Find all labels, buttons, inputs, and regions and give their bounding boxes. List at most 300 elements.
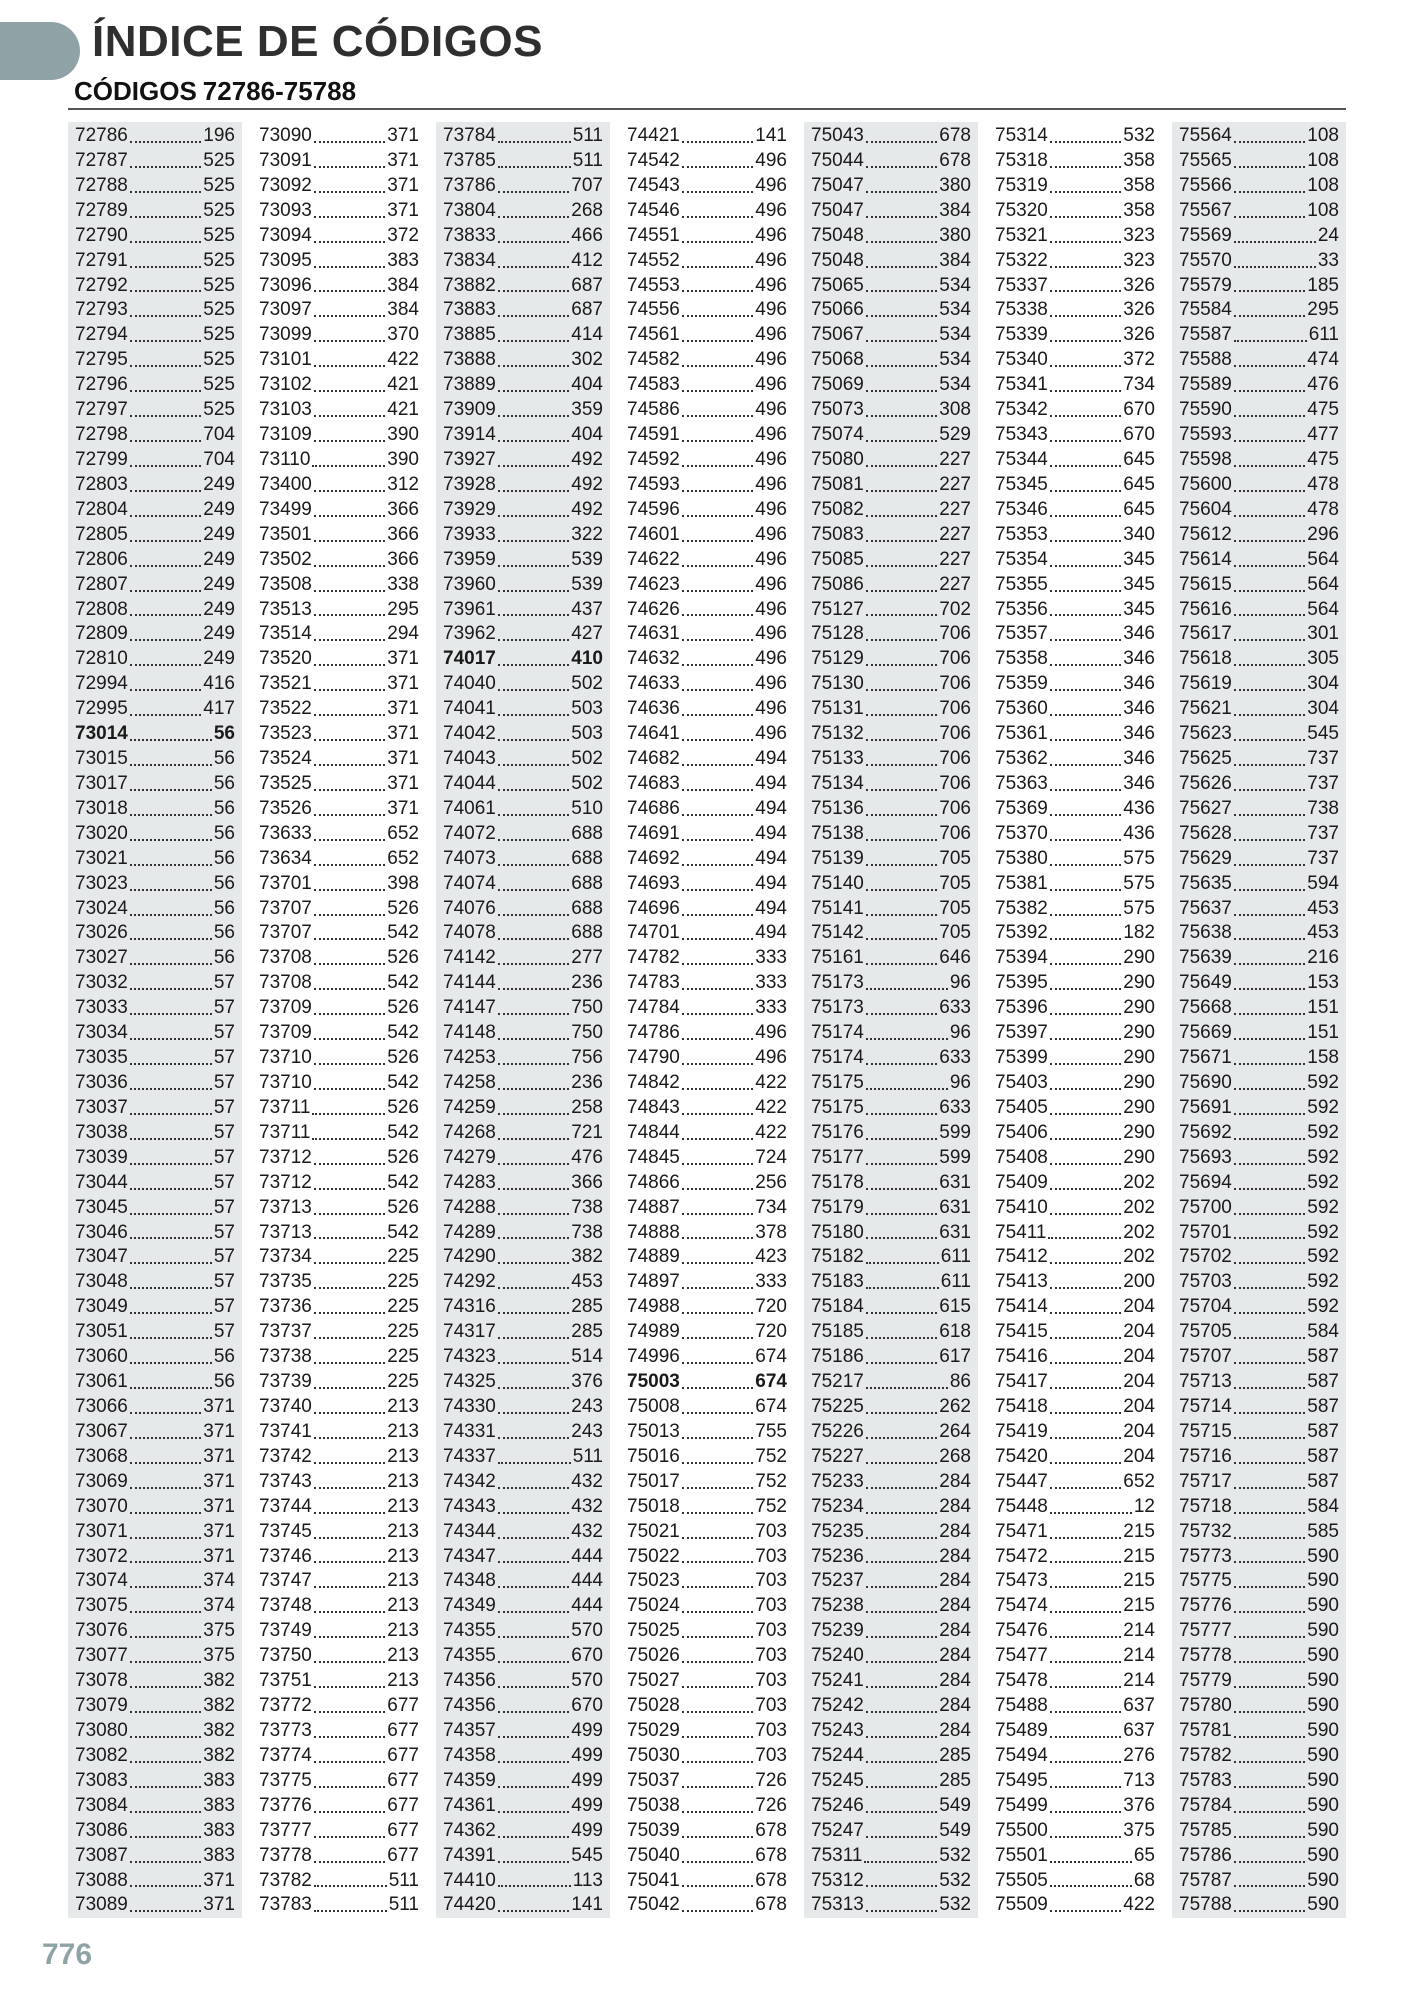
entry-page: 295 <box>387 598 419 620</box>
dot-leader <box>498 365 569 367</box>
entry-code: 75405 <box>995 1096 1048 1118</box>
entry-code: 74551 <box>627 224 680 246</box>
entry-code: 73708 <box>259 947 312 969</box>
index-entry <box>995 274 1155 299</box>
entry-code: 75241 <box>811 1670 864 1692</box>
entry-code: 73023 <box>75 872 128 894</box>
entry-code: 75016 <box>627 1445 680 1467</box>
dot-leader <box>314 590 385 592</box>
dot-leader <box>866 490 937 492</box>
entry-page: 496 <box>755 249 787 271</box>
entry-page: 677 <box>387 1794 419 1816</box>
dot-leader <box>130 1711 201 1713</box>
index-entry <box>995 1196 1155 1221</box>
index-entry <box>811 622 971 647</box>
index-entry <box>75 174 235 199</box>
entry-code: 75420 <box>995 1445 1048 1467</box>
dot-leader <box>866 739 937 741</box>
dot-leader <box>498 1312 569 1314</box>
entry-code: 75174 <box>811 1022 864 1044</box>
entry-page: 376 <box>1123 1794 1155 1816</box>
dot-leader <box>866 1113 937 1115</box>
entry-page: 587 <box>1307 1396 1339 1417</box>
index-entry <box>995 1869 1155 1894</box>
index-entry <box>995 1893 1155 1918</box>
entry-page: 371 <box>387 174 419 196</box>
entry-page: 290 <box>1123 1096 1155 1118</box>
index-entry <box>1179 872 1339 897</box>
index-entry <box>1179 1844 1339 1869</box>
index-entry <box>75 1520 235 1545</box>
entry-code: 73035 <box>75 1047 128 1069</box>
entry-page: 333 <box>755 997 787 1019</box>
entry-page: 383 <box>203 1794 235 1816</box>
entry-code: 75593 <box>1179 424 1232 446</box>
entry-page: 346 <box>1123 623 1155 645</box>
dot-leader <box>1050 1063 1121 1065</box>
entry-code: 75073 <box>811 399 864 421</box>
entry-page: 674 <box>755 1371 787 1393</box>
dot-leader <box>130 1262 212 1264</box>
index-entry <box>811 1844 971 1869</box>
index-entry <box>259 298 419 323</box>
index-entry <box>811 1893 971 1918</box>
dot-leader <box>1234 1736 1305 1738</box>
index-entry <box>995 1719 1155 1744</box>
entry-page: 587 <box>1307 1346 1339 1368</box>
entry-page: 305 <box>1307 648 1339 670</box>
entry-code: 72791 <box>75 249 128 271</box>
entry-code: 73709 <box>259 1022 312 1044</box>
entry-page: 404 <box>571 374 603 396</box>
dot-leader <box>866 938 937 940</box>
index-entry <box>75 373 235 398</box>
entry-page: 737 <box>1307 822 1339 844</box>
dot-leader <box>1234 1636 1305 1638</box>
index-entry <box>75 1694 235 1719</box>
index-entry <box>75 872 235 897</box>
index-entry <box>443 298 603 323</box>
index-entry <box>1179 199 1339 224</box>
entry-code: 74292 <box>443 1271 496 1293</box>
index-entry <box>75 1669 235 1694</box>
dot-leader <box>866 340 937 342</box>
entry-page: 575 <box>1123 897 1155 919</box>
dot-leader <box>1234 1437 1305 1439</box>
entry-page: 302 <box>571 349 603 371</box>
index-entry <box>443 647 603 672</box>
dot-leader <box>498 1088 569 1090</box>
dot-leader <box>1234 714 1305 716</box>
entry-code: 75136 <box>811 797 864 819</box>
index-entry <box>259 1270 419 1295</box>
dot-leader <box>498 1561 569 1563</box>
entry-page: 532 <box>1123 124 1155 146</box>
entry-page: 422 <box>755 1096 787 1118</box>
dot-leader <box>1234 1262 1305 1264</box>
dot-leader <box>1234 515 1305 517</box>
entry-code: 75637 <box>1179 897 1232 919</box>
dot-leader <box>682 1362 753 1364</box>
entry-page: 382 <box>203 1744 235 1766</box>
index-entry <box>443 1071 603 1096</box>
dot-leader <box>866 390 937 392</box>
entry-page: 345 <box>1123 573 1155 595</box>
index-entry <box>1179 1769 1339 1794</box>
entry-page: 371 <box>387 748 419 770</box>
dot-leader <box>130 1113 212 1115</box>
index-entry <box>995 772 1155 797</box>
entry-code: 74556 <box>627 299 680 321</box>
dot-leader <box>1050 1636 1121 1638</box>
index-entry <box>443 1295 603 1320</box>
index-entry <box>627 1819 787 1844</box>
entry-page: 236 <box>571 1072 603 1094</box>
entry-code: 74546 <box>627 199 680 221</box>
entry-code: 75589 <box>1179 374 1232 396</box>
entry-page: 499 <box>571 1819 603 1841</box>
dot-leader <box>314 1312 385 1314</box>
entry-page: 57 <box>213 1271 235 1293</box>
index-entry <box>627 373 787 398</box>
dot-leader <box>1234 590 1305 592</box>
index-entry <box>443 872 603 897</box>
entry-page: 475 <box>1307 448 1339 470</box>
entry-page: 703 <box>755 1520 787 1542</box>
dot-leader <box>866 1836 937 1838</box>
dot-leader <box>866 789 937 791</box>
entry-code: 75718 <box>1179 1495 1232 1517</box>
index-entry <box>259 323 419 348</box>
entry-page: 478 <box>1307 498 1339 520</box>
entry-code: 75704 <box>1179 1296 1232 1318</box>
entry-page: 284 <box>939 1595 971 1617</box>
dot-leader <box>314 889 385 891</box>
index-entry <box>627 1844 787 1869</box>
dot-leader <box>1234 664 1305 666</box>
index-entry <box>259 971 419 996</box>
entry-code: 73778 <box>259 1844 312 1866</box>
dot-leader <box>1050 739 1121 741</box>
index-entry <box>627 1046 787 1071</box>
index-entry <box>443 423 603 448</box>
dot-leader <box>1050 1661 1121 1663</box>
entry-code: 74290 <box>443 1246 496 1268</box>
entry-page: 427 <box>571 623 603 645</box>
entry-code: 72804 <box>75 498 128 520</box>
entry-code: 75408 <box>995 1146 1048 1168</box>
entry-page: 56 <box>213 1371 235 1393</box>
entry-code: 75240 <box>811 1645 864 1667</box>
index-entry <box>75 1545 235 1570</box>
dot-leader <box>866 315 937 317</box>
entry-code: 73929 <box>443 498 496 520</box>
dot-leader <box>866 1312 937 1314</box>
entry-code: 73634 <box>259 847 312 869</box>
entry-page: 670 <box>571 1645 603 1667</box>
entry-page: 703 <box>755 1620 787 1642</box>
dot-leader <box>866 1586 937 1588</box>
dot-leader <box>314 290 385 292</box>
entry-page: 444 <box>571 1570 603 1592</box>
entry-page: 542 <box>387 922 419 944</box>
entry-page: 24 <box>1317 224 1339 246</box>
entry-page: 290 <box>1123 1072 1155 1094</box>
entry-page: 371 <box>387 723 419 745</box>
entry-page: 631 <box>939 1221 971 1243</box>
index-entry <box>995 1370 1155 1395</box>
index-entry <box>443 1420 603 1445</box>
entry-code: 75638 <box>1179 922 1232 944</box>
entry-page: 453 <box>571 1271 603 1293</box>
dot-leader <box>866 1063 937 1065</box>
dot-leader <box>498 1138 569 1140</box>
index-entry <box>1179 473 1339 498</box>
index-entry <box>811 598 971 623</box>
entry-page: 436 <box>1123 797 1155 819</box>
dot-leader <box>130 540 201 542</box>
entry-code: 74626 <box>627 598 680 620</box>
entry-code: 75472 <box>995 1545 1048 1567</box>
entry-code: 75471 <box>995 1520 1048 1542</box>
dot-leader <box>130 938 212 940</box>
dot-leader <box>498 490 569 492</box>
index-entry <box>995 747 1155 772</box>
entry-page: 366 <box>387 498 419 520</box>
dot-leader <box>312 1138 385 1140</box>
index-entry <box>443 323 603 348</box>
entry-code: 74783 <box>627 972 680 994</box>
entry-page: 499 <box>571 1769 603 1791</box>
dot-leader <box>130 1611 201 1613</box>
index-entry <box>259 124 419 149</box>
entry-page: 338 <box>387 573 419 595</box>
entry-page: 215 <box>1123 1520 1155 1542</box>
index-entry <box>627 1594 787 1619</box>
dot-leader <box>314 440 385 442</box>
index-entry <box>627 224 787 249</box>
dot-leader <box>866 1885 937 1887</box>
entry-code: 74553 <box>627 274 680 296</box>
entry-page: 496 <box>755 1022 787 1044</box>
entry-code: 74268 <box>443 1121 496 1143</box>
dot-leader <box>498 739 569 741</box>
index-entry <box>1179 1495 1339 1520</box>
index-entry <box>1179 423 1339 448</box>
index-entry <box>811 1046 971 1071</box>
index-entry <box>627 1071 787 1096</box>
dot-leader <box>1050 1213 1121 1215</box>
entry-code: 75618 <box>1179 648 1232 670</box>
code-index-columns <box>68 122 1346 1918</box>
entry-page: 615 <box>939 1296 971 1318</box>
index-entry <box>1179 174 1339 199</box>
entry-page: 204 <box>1123 1321 1155 1343</box>
dot-leader <box>682 390 753 392</box>
dot-leader <box>314 963 385 965</box>
index-entry <box>443 672 603 697</box>
dot-leader <box>866 1761 937 1763</box>
index-entry <box>627 1021 787 1046</box>
entry-page: 371 <box>203 1420 235 1442</box>
index-entry <box>259 622 419 647</box>
index-entry <box>1179 722 1339 747</box>
entry-code: 74356 <box>443 1670 496 1692</box>
entry-code: 75128 <box>811 623 864 645</box>
index-entry <box>627 1445 787 1470</box>
dot-leader <box>1050 988 1121 990</box>
entry-page: 652 <box>1123 1470 1155 1492</box>
entry-page: 646 <box>939 947 971 969</box>
entry-page: 706 <box>939 748 971 770</box>
entry-page: 371 <box>203 1520 235 1542</box>
index-entry <box>75 473 235 498</box>
entry-page: 575 <box>1123 847 1155 869</box>
entry-code: 73110 <box>259 448 311 470</box>
entry-code: 72788 <box>75 174 128 196</box>
dot-leader <box>130 764 212 766</box>
entry-code: 74144 <box>443 972 496 994</box>
entry-page: 510 <box>571 797 603 819</box>
dot-leader <box>130 465 201 467</box>
entry-code: 75600 <box>1179 473 1232 495</box>
index-entry <box>259 174 419 199</box>
entry-page: 65 <box>1133 1844 1155 1866</box>
dot-leader <box>314 1362 385 1364</box>
index-entry <box>443 1569 603 1594</box>
entry-code: 73914 <box>443 424 496 446</box>
entry-code: 75234 <box>811 1495 864 1517</box>
entry-code: 75037 <box>627 1769 680 1791</box>
dot-leader <box>314 714 385 716</box>
entry-page: 256 <box>755 1171 787 1193</box>
index-entry <box>627 797 787 822</box>
entry-code: 75359 <box>995 673 1048 695</box>
dot-leader <box>498 1736 569 1738</box>
entry-code: 74330 <box>443 1396 496 1417</box>
entry-code: 75477 <box>995 1645 1048 1667</box>
index-entry <box>443 697 603 722</box>
entry-code: 74362 <box>443 1819 496 1841</box>
entry-code: 75139 <box>811 847 864 869</box>
dot-leader <box>682 166 753 168</box>
dot-leader <box>498 1113 569 1115</box>
entry-page: 57 <box>213 1121 235 1143</box>
entry-page: 677 <box>387 1819 419 1841</box>
index-entry <box>995 1470 1155 1495</box>
index-column-7 <box>1172 122 1346 1918</box>
dot-leader <box>682 889 753 891</box>
dot-leader <box>1234 415 1305 417</box>
entry-code: 74593 <box>627 473 680 495</box>
entry-page: 670 <box>571 1695 603 1717</box>
entry-code: 75788 <box>1179 1894 1232 1916</box>
index-entry <box>1179 971 1339 996</box>
entry-page: 290 <box>1123 947 1155 969</box>
dot-leader <box>682 590 753 592</box>
entry-code: 73039 <box>75 1146 128 1168</box>
entry-page: 726 <box>755 1769 787 1791</box>
entry-code: 72807 <box>75 573 128 595</box>
dot-leader <box>1234 365 1305 367</box>
entry-page: 421 <box>387 374 419 396</box>
entry-page: 594 <box>1307 872 1339 894</box>
entry-code: 73070 <box>75 1495 128 1517</box>
entry-code: 75395 <box>995 972 1048 994</box>
dot-leader <box>498 1013 569 1015</box>
index-entry <box>811 946 971 971</box>
dot-leader <box>866 1661 937 1663</box>
entry-code: 73101 <box>259 349 312 371</box>
entry-code: 75227 <box>811 1445 864 1467</box>
dot-leader <box>1234 1910 1305 1912</box>
entry-code: 73784 <box>443 124 496 146</box>
entry-code: 75048 <box>811 224 864 246</box>
dot-leader <box>498 216 569 218</box>
entry-page: 294 <box>387 623 419 645</box>
entry-code: 75319 <box>995 174 1048 196</box>
dot-leader <box>682 1836 753 1838</box>
dot-leader <box>682 415 753 417</box>
dot-leader <box>498 290 569 292</box>
entry-code: 74622 <box>627 548 680 570</box>
entry-page: 687 <box>571 274 603 296</box>
entry-code: 74074 <box>443 872 496 894</box>
entry-page: 416 <box>203 673 235 695</box>
entry-code: 75141 <box>811 897 864 919</box>
index-entry <box>1179 249 1339 274</box>
entry-code: 73048 <box>75 1271 128 1293</box>
entry-page: 243 <box>571 1420 603 1442</box>
index-entry <box>811 1520 971 1545</box>
entry-page: 56 <box>213 1346 235 1368</box>
entry-page: 734 <box>755 1196 787 1218</box>
entry-code: 73097 <box>259 299 312 321</box>
index-entry <box>627 1893 787 1918</box>
dot-leader <box>314 515 385 517</box>
entry-code: 75691 <box>1179 1096 1232 1118</box>
entry-code: 73069 <box>75 1470 128 1492</box>
dot-leader <box>682 839 753 841</box>
index-entry <box>443 1794 603 1819</box>
index-entry <box>627 1320 787 1345</box>
entry-code: 73091 <box>259 149 312 171</box>
entry-page: 494 <box>755 872 787 894</box>
index-entry <box>1179 1071 1339 1096</box>
entry-page: 57 <box>213 1146 235 1168</box>
index-entry <box>75 797 235 822</box>
entry-code: 75244 <box>811 1744 864 1766</box>
entry-page: 290 <box>1123 1121 1155 1143</box>
index-entry <box>995 822 1155 847</box>
dot-leader <box>130 365 201 367</box>
dot-leader <box>314 1462 385 1464</box>
index-entry <box>259 199 419 224</box>
entry-code: 75346 <box>995 498 1048 520</box>
entry-page: 268 <box>571 199 603 221</box>
dot-leader <box>498 241 569 243</box>
dot-leader <box>866 1910 937 1912</box>
index-entry <box>1179 1445 1339 1470</box>
dot-leader <box>1050 515 1121 517</box>
index-entry <box>443 1270 603 1295</box>
entry-code: 75027 <box>627 1670 680 1692</box>
index-entry <box>995 249 1155 274</box>
index-entry <box>627 1545 787 1570</box>
dot-leader <box>130 789 212 791</box>
entry-page: 57 <box>213 1246 235 1268</box>
entry-page: 590 <box>1307 1620 1339 1642</box>
